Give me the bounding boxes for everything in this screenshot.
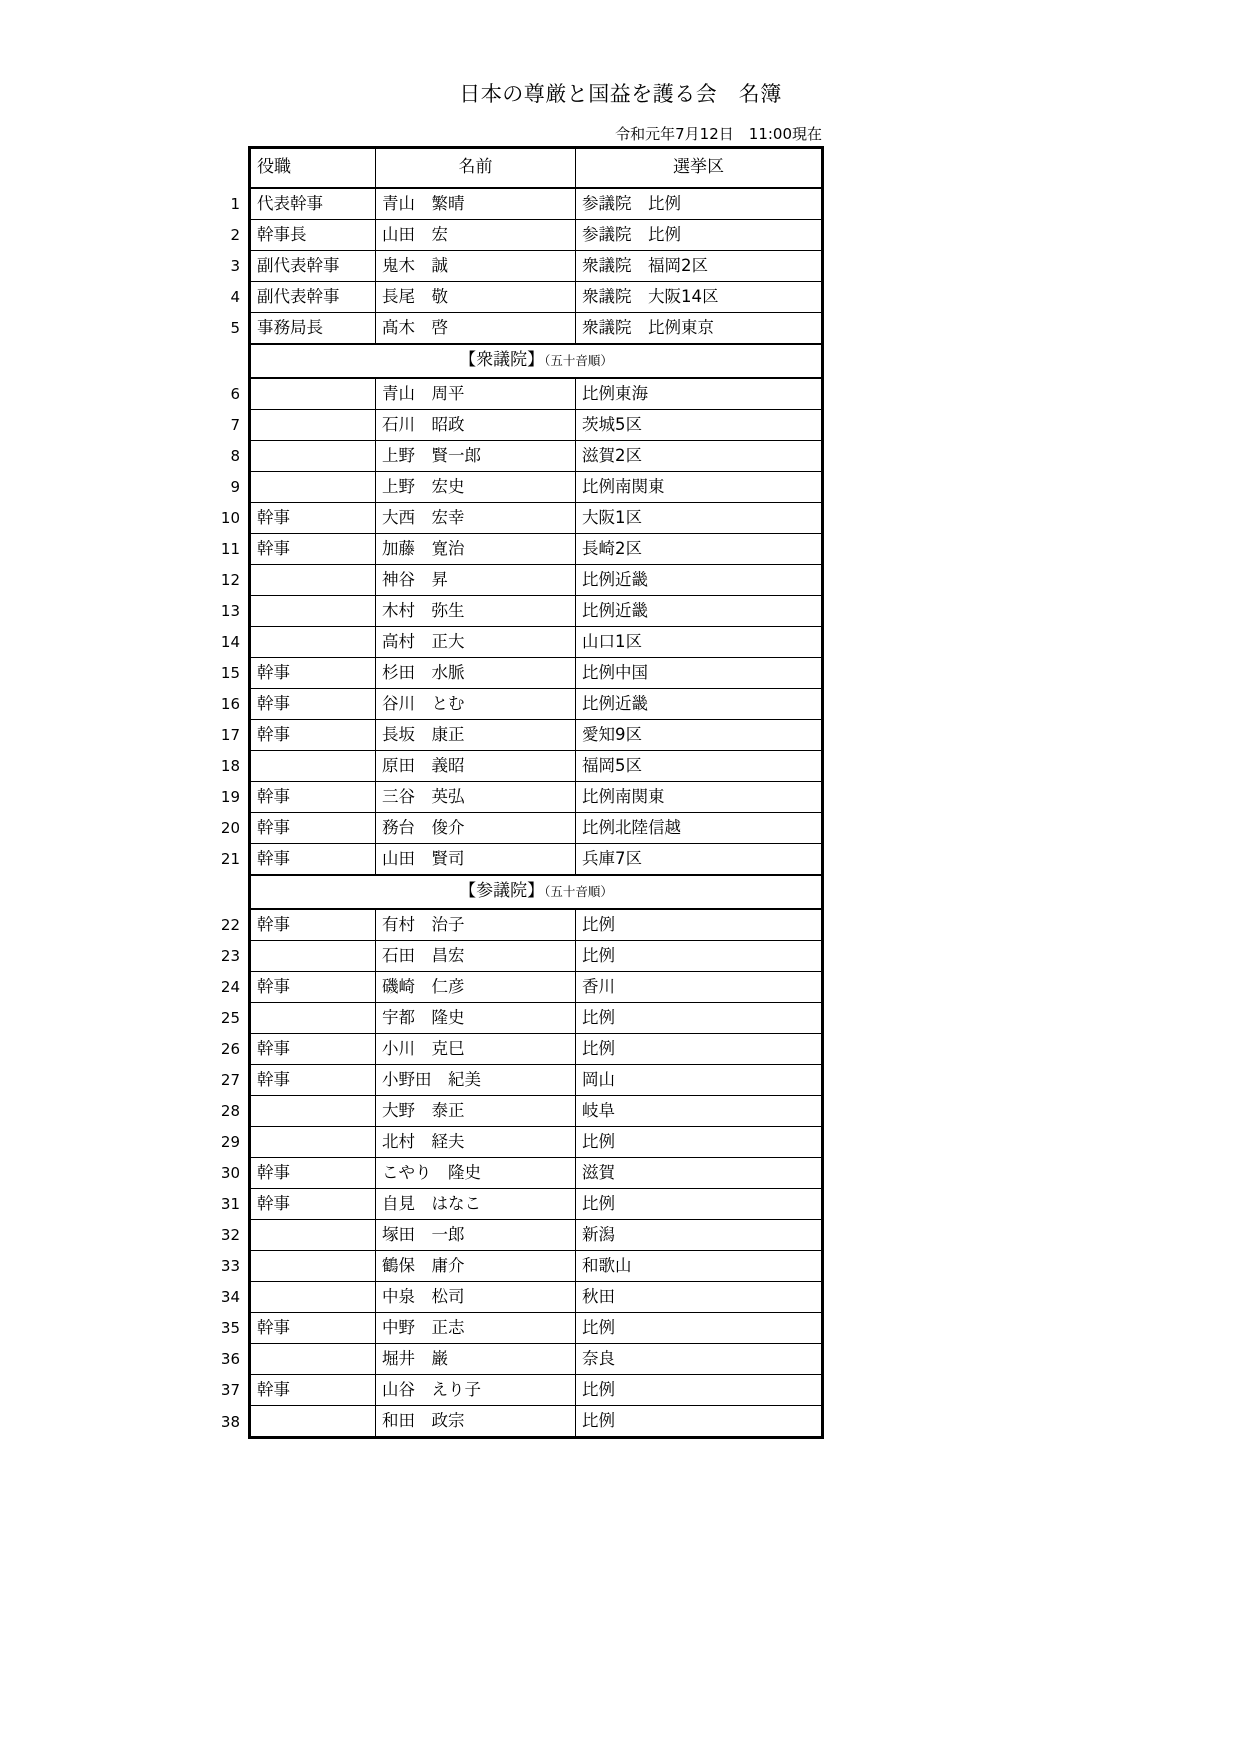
cell-district: 比例 (576, 1189, 823, 1220)
cell-district: 比例 (576, 1003, 823, 1034)
table-row (250, 1406, 823, 1438)
cell-name: 髙木 啓 (376, 313, 576, 345)
column-header-post: 役職 (250, 148, 376, 189)
cell-name: 杉田 水脈 (376, 658, 576, 689)
cell-post (250, 1127, 376, 1158)
cell-post: 幹事 (250, 658, 376, 689)
row-number: 38 (220, 1412, 240, 1431)
cell-district: 比例南関東 (576, 782, 823, 813)
cell-name: 高村 正大 (376, 627, 576, 658)
table-row (250, 282, 823, 313)
column-header-name: 名前 (376, 148, 576, 189)
cell-post: 幹事 (250, 503, 376, 534)
cell-district: 山口1区 (576, 627, 823, 658)
cell-district: 比例 (576, 909, 823, 941)
cell-name: 務台 俊介 (376, 813, 576, 844)
cell-district: 比例 (576, 1375, 823, 1406)
cell-district: 奈良 (576, 1344, 823, 1375)
row-number: 7 (230, 416, 240, 434)
cell-name: 小川 克巳 (376, 1034, 576, 1065)
cell-district: 大阪1区 (576, 503, 823, 534)
cell-post: 幹事 (250, 1189, 376, 1220)
section-divider-shugiin (250, 344, 823, 378)
cell-post (250, 441, 376, 472)
cell-name: 加藤 寛治 (376, 534, 576, 565)
table-row (250, 410, 823, 441)
table-row (250, 251, 823, 282)
table-row (250, 1251, 823, 1282)
cell-district: 比例 (576, 941, 823, 972)
cell-name: 塚田 一郎 (376, 1220, 576, 1251)
table-row (250, 1375, 823, 1406)
table-row (250, 378, 823, 410)
cell-district: 比例南関東 (576, 472, 823, 503)
section-divider-sangiin (250, 875, 823, 909)
cell-district: 兵庫7区 (576, 844, 823, 876)
row-number: 9 (230, 478, 240, 496)
row-number: 16 (220, 695, 240, 713)
cell-post (250, 1282, 376, 1313)
cell-district: 岐阜 (576, 1096, 823, 1127)
cell-name: 石川 昭政 (376, 410, 576, 441)
cell-district: 比例 (576, 1406, 823, 1438)
cell-district: 岡山 (576, 1065, 823, 1096)
cell-district: 衆議院 大阪14区 (576, 282, 823, 313)
section-divider-label (250, 344, 823, 378)
cell-post: 幹事 (250, 782, 376, 813)
cell-district: 比例北陸信越 (576, 813, 823, 844)
cell-name: 谷川 とむ (376, 689, 576, 720)
row-number: 30 (220, 1164, 240, 1182)
cell-post (250, 1344, 376, 1375)
cell-district: 比例 (576, 1127, 823, 1158)
cell-post (250, 1003, 376, 1034)
cell-name: 青山 繁晴 (376, 188, 576, 220)
cell-post: 幹事 (250, 1034, 376, 1065)
cell-name: こやり 隆史 (376, 1158, 576, 1189)
cell-name: 大野 泰正 (376, 1096, 576, 1127)
table-row (250, 782, 823, 813)
table-row (250, 220, 823, 251)
row-number: 17 (220, 726, 240, 744)
cell-district: 比例近畿 (576, 596, 823, 627)
table-row (250, 1313, 823, 1344)
cell-district: 比例 (576, 1313, 823, 1344)
table-row (250, 1096, 823, 1127)
cell-name: 山田 賢司 (376, 844, 576, 876)
cell-district: 比例 (576, 1034, 823, 1065)
cell-name: 中泉 松司 (376, 1282, 576, 1313)
table-row (250, 751, 823, 782)
table-row (250, 313, 823, 345)
row-number: 32 (220, 1226, 240, 1244)
cell-post: 幹事長 (250, 220, 376, 251)
row-number: 34 (220, 1288, 240, 1306)
table-row (250, 627, 823, 658)
roster-table-wrap (248, 146, 821, 1439)
cell-name: 神谷 昇 (376, 565, 576, 596)
cell-post (250, 1220, 376, 1251)
row-number: 12 (220, 571, 240, 589)
cell-post (250, 941, 376, 972)
cell-post: 幹事 (250, 534, 376, 565)
cell-post (250, 565, 376, 596)
table-row (250, 565, 823, 596)
table-row (250, 188, 823, 220)
cell-name: 自見 はなこ (376, 1189, 576, 1220)
cell-post (250, 378, 376, 410)
row-number: 36 (220, 1350, 240, 1368)
cell-post: 事務局長 (250, 313, 376, 345)
table-row (250, 689, 823, 720)
row-number: 11 (220, 540, 240, 558)
cell-post: 幹事 (250, 1065, 376, 1096)
row-number: 21 (220, 850, 240, 869)
table-row (250, 844, 823, 876)
cell-name: 宇都 隆史 (376, 1003, 576, 1034)
cell-district: 滋賀2区 (576, 441, 823, 472)
cell-post: 幹事 (250, 813, 376, 844)
cell-name: 上野 宏史 (376, 472, 576, 503)
section-divider-main: 【衆議院】 (459, 350, 545, 371)
table-row (250, 1158, 823, 1189)
cell-district: 長崎2区 (576, 534, 823, 565)
cell-district: 和歌山 (576, 1251, 823, 1282)
section-divider-label (250, 875, 823, 909)
table-row (250, 658, 823, 689)
cell-name: 和田 政宗 (376, 1406, 576, 1438)
table-row (250, 1034, 823, 1065)
cell-post (250, 1096, 376, 1127)
table-row (250, 1344, 823, 1375)
table-row (250, 1220, 823, 1251)
cell-name: 北村 経夫 (376, 1127, 576, 1158)
cell-post (250, 596, 376, 627)
table-row (250, 1189, 823, 1220)
table-row (250, 1282, 823, 1313)
row-number: 22 (220, 915, 240, 934)
table-row (250, 972, 823, 1003)
row-number: 8 (230, 447, 240, 465)
cell-post (250, 1406, 376, 1438)
cell-district: 参議院 比例 (576, 220, 823, 251)
cell-district: 秋田 (576, 1282, 823, 1313)
row-number: 4 (230, 288, 240, 306)
cell-post (250, 410, 376, 441)
section-divider-sub: （五十音順） (544, 353, 613, 369)
cell-post: 副代表幹事 (250, 282, 376, 313)
column-header-district: 選挙区 (576, 148, 823, 189)
row-number: 26 (220, 1040, 240, 1058)
cell-name: 磯崎 仁彦 (376, 972, 576, 1003)
table-row (250, 1065, 823, 1096)
table-row (250, 503, 823, 534)
table-row (250, 534, 823, 565)
cell-post: 幹事 (250, 1313, 376, 1344)
cell-district: 香川 (576, 972, 823, 1003)
cell-name: 木村 弥生 (376, 596, 576, 627)
roster-table (248, 146, 824, 1439)
cell-name: 青山 周平 (376, 378, 576, 410)
row-number: 31 (220, 1195, 240, 1213)
row-number: 14 (220, 633, 240, 651)
cell-district: 愛知9区 (576, 720, 823, 751)
row-number: 19 (220, 788, 240, 806)
row-number: 23 (220, 947, 240, 965)
row-number: 35 (220, 1319, 240, 1337)
row-number: 27 (220, 1071, 240, 1089)
row-number: 6 (230, 384, 240, 403)
cell-post: 幹事 (250, 972, 376, 1003)
cell-name: 三谷 英弘 (376, 782, 576, 813)
section-divider-main: 【参議院】 (459, 881, 545, 902)
row-number: 25 (220, 1009, 240, 1027)
row-number-gutter (206, 146, 242, 1546)
cell-post: 幹事 (250, 720, 376, 751)
cell-post: 幹事 (250, 1375, 376, 1406)
cell-name: 長尾 敬 (376, 282, 576, 313)
cell-name: 小野田 紀美 (376, 1065, 576, 1096)
table-row (250, 1127, 823, 1158)
table-row (250, 813, 823, 844)
row-number: 29 (220, 1133, 240, 1151)
cell-district: 比例近畿 (576, 689, 823, 720)
cell-post (250, 1251, 376, 1282)
cell-post: 幹事 (250, 1158, 376, 1189)
cell-district: 衆議院 福岡2区 (576, 251, 823, 282)
row-number: 3 (230, 257, 240, 275)
table-row (250, 472, 823, 503)
row-number: 18 (220, 757, 240, 775)
cell-district: 新潟 (576, 1220, 823, 1251)
table-row (250, 441, 823, 472)
row-number: 2 (230, 226, 240, 244)
cell-name: 原田 義昭 (376, 751, 576, 782)
cell-post (250, 627, 376, 658)
table-row (250, 720, 823, 751)
cell-district: 比例近畿 (576, 565, 823, 596)
cell-post: 幹事 (250, 844, 376, 876)
cell-district: 茨城5区 (576, 410, 823, 441)
cell-district: 福岡5区 (576, 751, 823, 782)
cell-district: 参議院 比例 (576, 188, 823, 220)
cell-name: 有村 治子 (376, 909, 576, 941)
table-header-row (250, 148, 823, 189)
cell-post (250, 472, 376, 503)
table-row (250, 1003, 823, 1034)
cell-post: 幹事 (250, 689, 376, 720)
row-number: 10 (220, 509, 240, 527)
row-number: 15 (220, 664, 240, 682)
cell-name: 大西 宏幸 (376, 503, 576, 534)
cell-post: 代表幹事 (250, 188, 376, 220)
cell-district: 衆議院 比例東京 (576, 313, 823, 345)
page-title: 日本の尊厳と国益を護る会 名簿 (459, 82, 782, 106)
document-date: 令和元年7月12日 11:00現在 (615, 125, 822, 143)
row-number: 1 (230, 194, 240, 213)
row-number: 24 (220, 978, 240, 996)
row-number: 5 (230, 319, 240, 338)
row-number: 37 (220, 1381, 240, 1399)
row-number: 28 (220, 1102, 240, 1120)
cell-name: 堀井 巌 (376, 1344, 576, 1375)
cell-name: 長坂 康正 (376, 720, 576, 751)
table-row (250, 941, 823, 972)
cell-name: 鶴保 庸介 (376, 1251, 576, 1282)
row-number: 13 (220, 602, 240, 620)
cell-name: 山田 宏 (376, 220, 576, 251)
cell-post: 幹事 (250, 909, 376, 941)
row-number: 20 (220, 819, 240, 837)
cell-district: 比例東海 (576, 378, 823, 410)
table-row (250, 596, 823, 627)
cell-name: 鬼木 誠 (376, 251, 576, 282)
cell-name: 上野 賢一郎 (376, 441, 576, 472)
cell-name: 山谷 えり子 (376, 1375, 576, 1406)
cell-post: 副代表幹事 (250, 251, 376, 282)
cell-post (250, 751, 376, 782)
table-row (250, 909, 823, 941)
cell-district: 比例中国 (576, 658, 823, 689)
cell-name: 石田 昌宏 (376, 941, 576, 972)
row-number: 33 (220, 1257, 240, 1275)
cell-district: 滋賀 (576, 1158, 823, 1189)
cell-name: 中野 正志 (376, 1313, 576, 1344)
section-divider-sub: （五十音順） (544, 884, 613, 900)
